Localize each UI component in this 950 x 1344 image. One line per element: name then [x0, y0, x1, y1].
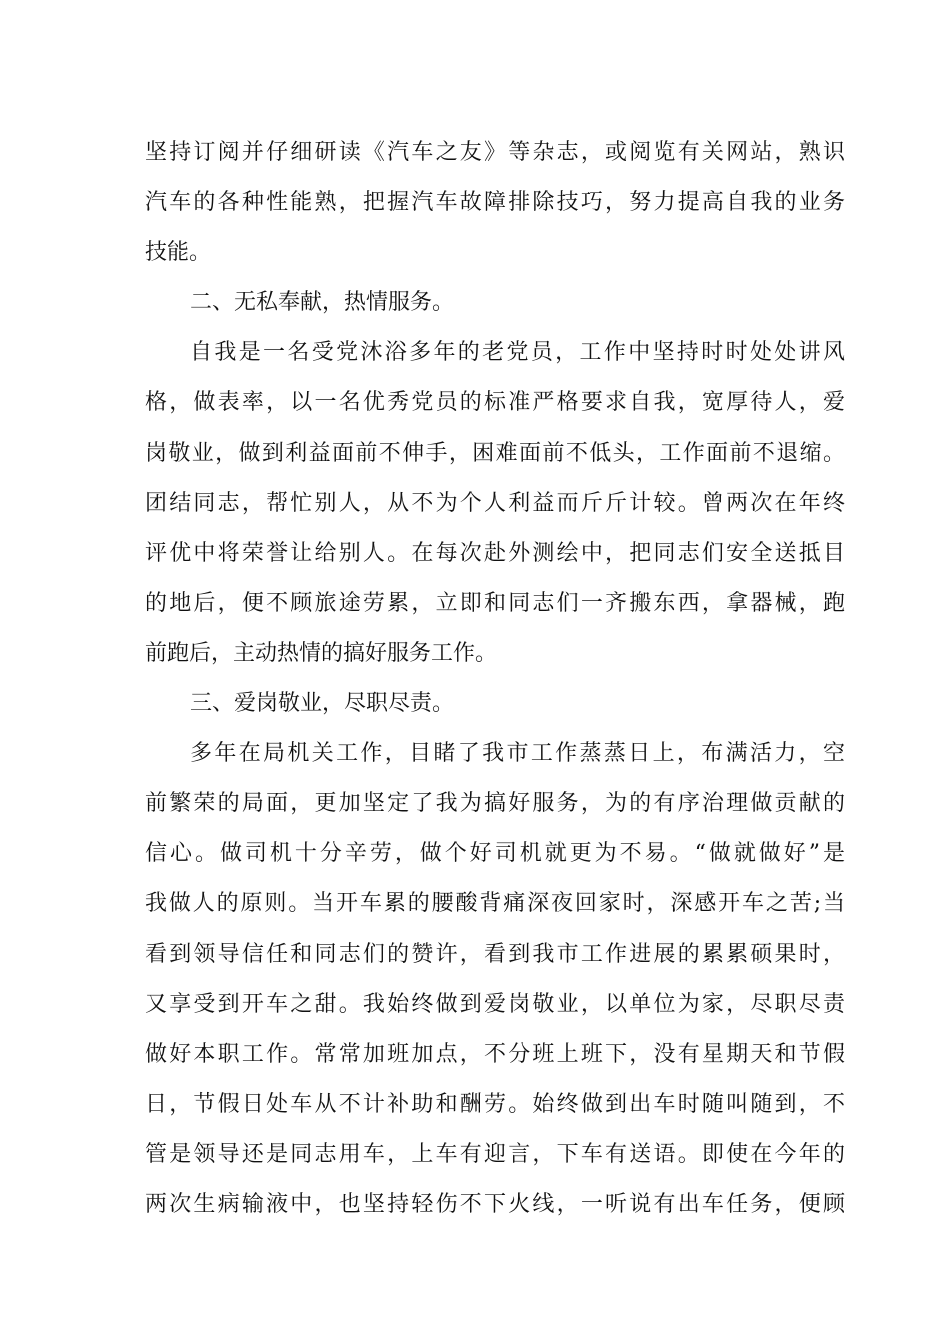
text-line: 坚持订阅并仔细研读《汽车之友》等杂志，或阅览有关网站，熟识: [145, 140, 845, 165]
section-heading: 三、爱岗敬业，尽职尽责。: [190, 691, 455, 717]
section-heading: 二、无私奉献，热情服务。: [190, 290, 455, 316]
text-line: 评优中将荣誉让给别人。在每次赴外测绘中，把同志们安全送抵目: [145, 540, 845, 566]
text-line: 管是领导还是同志用车，上车有迎言，下车有送语。即使在今年的: [145, 1141, 845, 1167]
text-line: 多年在局机关工作，目睹了我市工作蒸蒸日上，布满活力，空: [190, 741, 845, 767]
text-line: 又享受到开车之甜。我始终做到爱岗敬业，以单位为家，尽职尽责: [145, 991, 845, 1017]
text-line: 我做人的原则。当开车累的腰酸背痛深夜回家时，深感开车之苦;当: [145, 891, 845, 917]
text-line: 前繁荣的局面，更加坚定了我为搞好服务，为的有序治理做贡献的: [145, 791, 845, 817]
text-line: 信心。做司机十分辛劳，做个好司机就更为不易。“做就做好”是: [145, 841, 845, 867]
text-line: 看到领导信任和同志们的赞许，看到我市工作进展的累累硕果时，: [145, 941, 845, 967]
text-line: 前跑后，主动热情的搞好服务工作。: [145, 640, 498, 666]
text-line: 格，做表率，以一名优秀党员的标准严格要求自我，宽厚待人，爱: [145, 390, 845, 416]
text-line: 团结同志，帮忙别人，从不为个人利益而斤斤计较。曾两次在年终: [145, 490, 845, 516]
text-line: 做好本职工作。常常加班加点，不分班上班下，没有星期天和节假: [145, 1041, 845, 1067]
text-line: 技能。: [145, 240, 212, 266]
text-line: 自我是一名受党沐浴多年的老党员，工作中坚持时时处处讲风: [190, 340, 845, 366]
text-line: 日，节假日处车从不计补助和酬劳。始终做到出车时随叫随到，不: [145, 1091, 845, 1117]
text-line: 的地后，便不顾旅途劳累，立即和同志们一齐搬东西，拿器械，跑: [145, 590, 845, 616]
document-body: [145, 128, 845, 1230]
text-line: 岗敬业，做到利益面前不伸手，困难面前不低头，工作面前不退缩。: [145, 440, 845, 466]
text-line: 汽车的各种性能熟，把握汽车故障排除技巧，努力提高自我的业务: [145, 190, 845, 216]
text-line: 两次生病输液中，也坚持轻伤不下火线，一听说有出车任务，便顾: [145, 1191, 845, 1217]
